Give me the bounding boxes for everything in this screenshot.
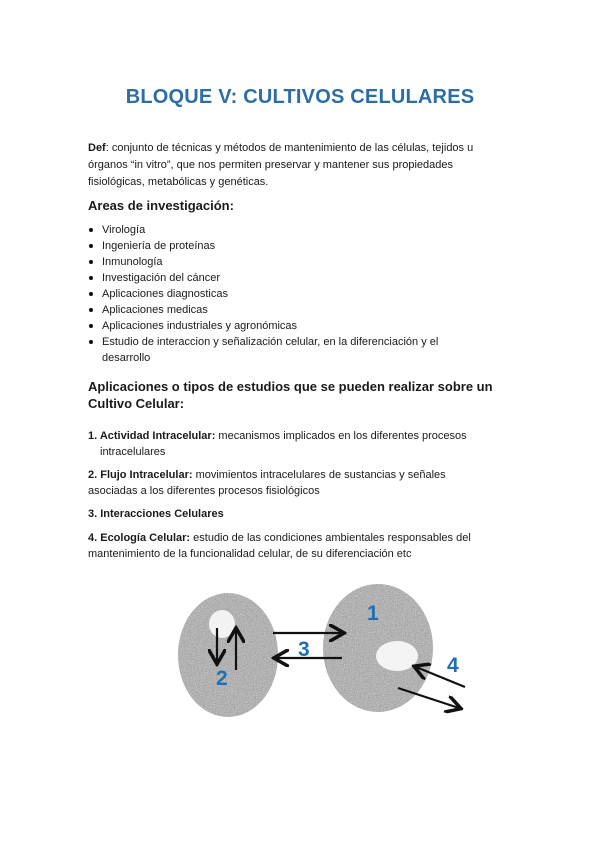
areas-list [88, 222, 458, 366]
cell-diagram [170, 580, 470, 730]
application-item-3 [88, 506, 478, 522]
applications-heading: Aplicaciones o tipos de estudios que se pueden realizar sobre un Cultivo Celular: [88, 379, 493, 411]
application-title: 2. Flujo Intracelular: [88, 469, 193, 481]
application-title: 1. Actividad Intracelular: [88, 430, 216, 442]
list-item: Inmunología [88, 254, 458, 270]
figure-label-3: 3 [298, 638, 310, 661]
application-text: movimientos intracelulares de sustancias y señales asociadas a los diferentes procesos fisiológicos [88, 469, 446, 497]
figure-label-2: 2 [216, 667, 228, 690]
application-text: estudio de las condiciones ambientales responsables del mantenimiento de la funcionalidad celular, de su diferenciación etc [88, 532, 471, 560]
list-item: Virología [88, 222, 458, 238]
definition [88, 140, 488, 191]
page-title: BLOQUE V: CULTIVOS CELULARES [125, 86, 475, 108]
application-text-continued: intracelulares [100, 446, 166, 458]
definition-label: Def [88, 142, 106, 154]
application-item-2 [88, 467, 478, 499]
figure-label-1: 1 [367, 602, 379, 625]
list-item: Aplicaciones diagnosticas [88, 286, 458, 302]
definition-text: : conjunto de técnicas y métodos de mantenimiento de las células, tejidos u órganos “in vitro”, que nos permiten preservar y mantener sus propiedades fisiológicas, metabólicas y genéticas. [88, 142, 474, 188]
application-title: 3. Interacciones Celulares [88, 508, 224, 520]
application-title: 4. Ecología Celular: [88, 532, 191, 544]
cell-right-vacuole [376, 641, 418, 671]
application-item-1 [88, 428, 478, 460]
cell-left-vacuole [209, 610, 235, 638]
application-item-4 [88, 530, 478, 562]
list-item: Ingeniería de proteínas [88, 238, 458, 254]
list-item: Investigación del cáncer [88, 270, 458, 286]
list-item: Estudio de interaccion y señalización celular, en la diferenciación y el desarrollo [88, 334, 458, 366]
list-item: Aplicaciones industriales y agronómicas [88, 318, 458, 334]
figure-label-4: 4 [447, 654, 459, 677]
areas-heading: Areas de investigación: [88, 198, 234, 213]
application-text: mecanismos implicados en los diferentes procesos [215, 430, 467, 442]
list-item: Aplicaciones medicas [88, 302, 458, 318]
